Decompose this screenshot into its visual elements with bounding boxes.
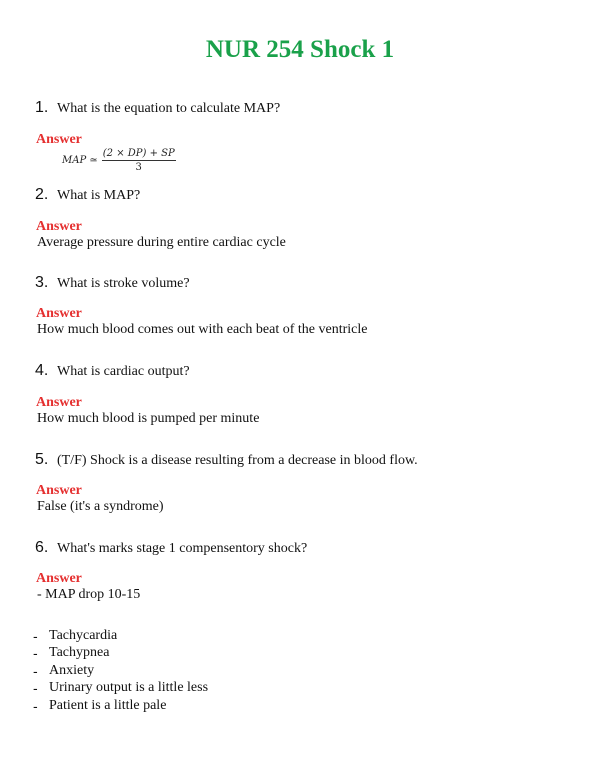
question-4-number: 4. <box>35 362 49 379</box>
list-item-text: Urinary output is a little less <box>49 680 209 696</box>
formula-numerator: (2 × DP) + SP <box>102 148 175 159</box>
answer-6-label: Answer <box>36 571 82 586</box>
question-6-text: What's marks stage 1 compensentory shock? <box>57 541 308 556</box>
answer-2-text: Average pressure during entire cardiac cycle <box>37 235 286 250</box>
answer-5-label: Answer <box>36 483 82 498</box>
stage-1-signs-list <box>33 627 208 715</box>
question-2-number: 2. <box>35 186 49 203</box>
answer-3-label: Answer <box>36 306 82 321</box>
answer-1-label: Answer <box>36 132 82 147</box>
question-5-number: 5. <box>35 451 49 468</box>
question-1-number: 1. <box>35 99 49 116</box>
question-5-text: (T/F) Shock is a disease resulting from a decrease in blood flow. <box>57 453 418 468</box>
list-item-text: Tachycardia <box>49 627 118 643</box>
list-item <box>33 645 208 663</box>
list-item <box>33 697 208 715</box>
answer-5-text: False (it's a syndrome) <box>37 499 164 514</box>
answer-3-text: How much blood comes out with each beat of the ventricle <box>37 322 368 337</box>
answer-2-label: Answer <box>36 219 82 234</box>
question-4-text: What is cardiac output? <box>57 364 190 379</box>
question-3-number: 3. <box>35 274 49 291</box>
list-item-text: Tachypnea <box>49 645 110 661</box>
bullet-dash: - <box>33 697 38 714</box>
formula-denominator: 3 <box>135 162 142 173</box>
bullet-dash: - <box>33 662 38 679</box>
answer-4-text: How much blood is pumped per minute <box>37 411 260 426</box>
bullet-dash: - <box>33 680 38 697</box>
page-title: NUR 254 Shock 1 <box>205 36 395 63</box>
list-item-text: Anxiety <box>49 662 95 678</box>
question-1-text: What is the equation to calculate MAP? <box>57 101 281 116</box>
answer-6-text: - MAP drop 10-15 <box>37 587 141 602</box>
answer-4-label: Answer <box>36 395 82 410</box>
bullet-dash: - <box>33 645 38 662</box>
formula-lhs: MAP ≃ <box>62 155 98 166</box>
map-formula <box>62 148 176 173</box>
list-item <box>33 627 208 645</box>
question-2-text: What is MAP? <box>57 188 141 203</box>
list-item <box>33 662 208 680</box>
question-3-text: What is stroke volume? <box>57 276 190 291</box>
list-item-text: Patient is a little pale <box>49 697 167 713</box>
formula-fraction <box>102 148 176 173</box>
bullet-dash: - <box>33 627 38 644</box>
question-6-number: 6. <box>35 539 49 556</box>
list-item <box>33 680 208 698</box>
